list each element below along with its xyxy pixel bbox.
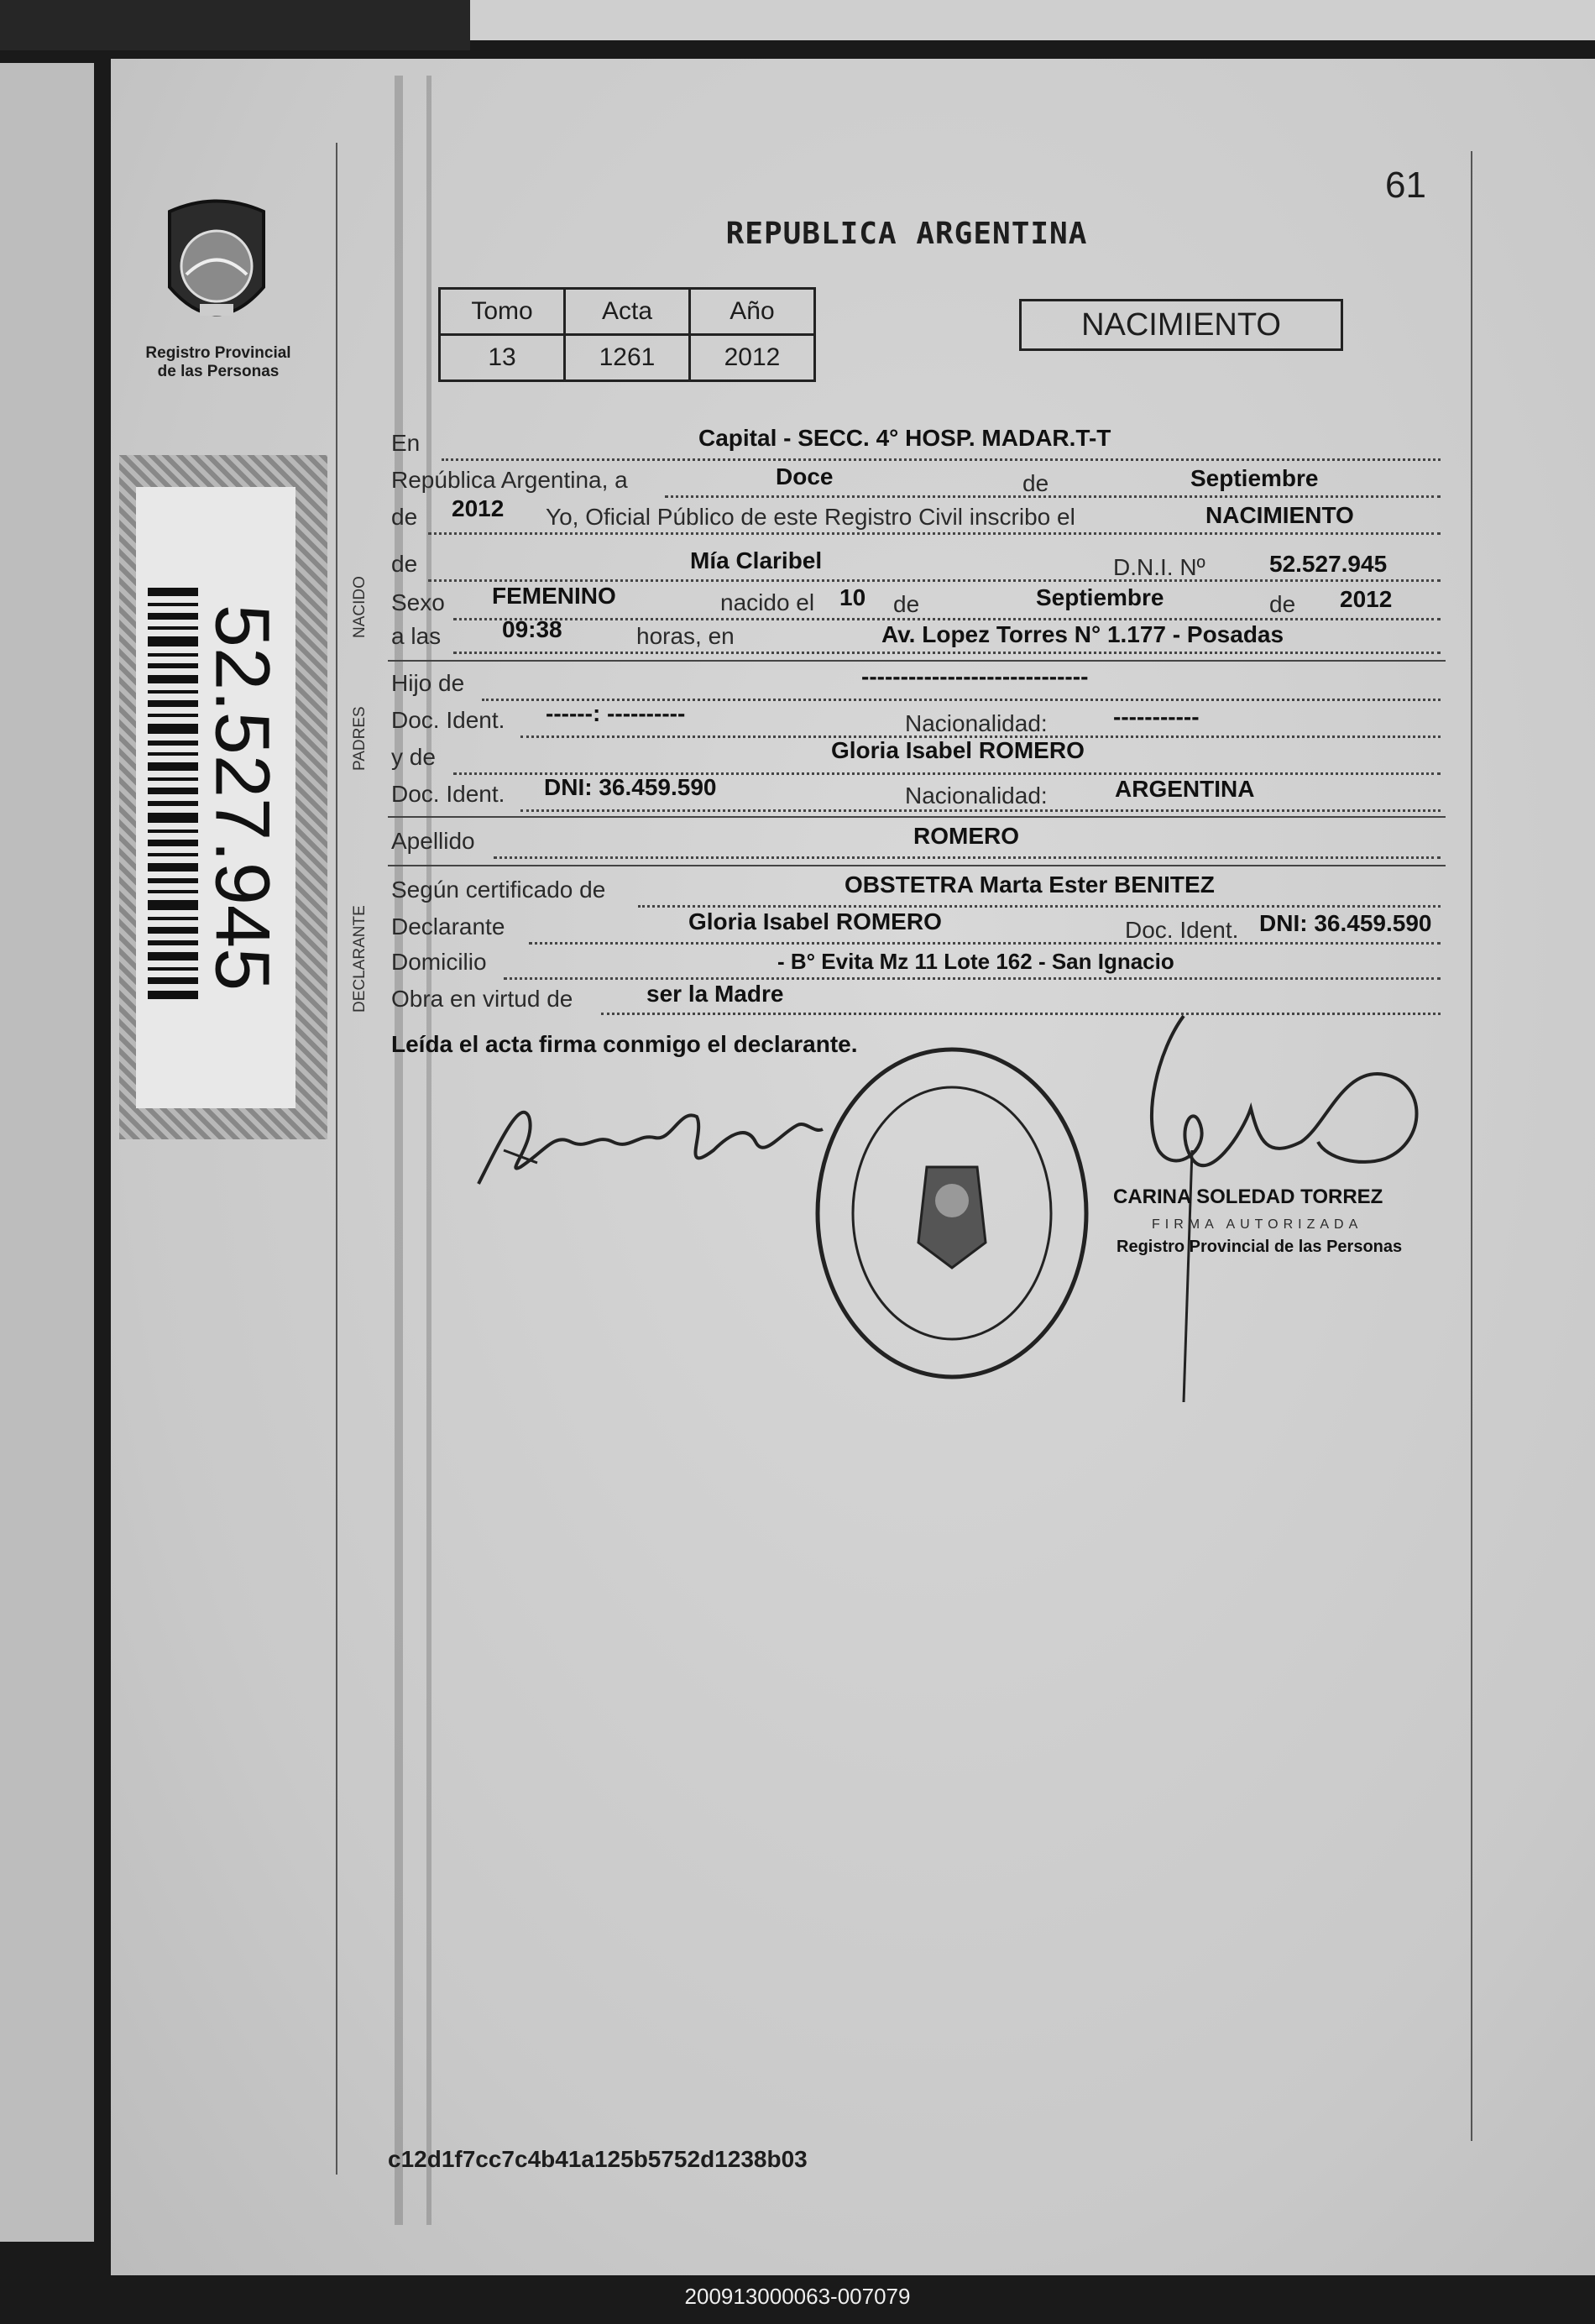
- barcode-number: [199, 546, 285, 1049]
- section-rule: [388, 865, 1446, 866]
- horas-label: horas, en: [636, 623, 735, 649]
- official-signature: [1108, 1016, 1444, 1411]
- section-rule: [388, 660, 1446, 662]
- oficial-text: Yo, Oficial Público de este Registro Civil inscribo el: [546, 504, 1075, 530]
- official-office-stamp: Registro Provincial de las Personas: [1116, 1238, 1403, 1256]
- dotted-line: [428, 579, 1441, 582]
- child-dni-value: 52.527.945: [1269, 551, 1388, 577]
- de-label: de: [1022, 470, 1049, 496]
- birth-place-value: Av. Lopez Torres N° 1.177 - Posadas: [881, 621, 1284, 647]
- republica-label: República Argentina, a: [391, 467, 628, 493]
- sexo-label: Sexo: [391, 589, 445, 615]
- certifier-value: OBSTETRA Marta Ester BENITEZ: [845, 872, 1215, 898]
- right-margin-line: [1471, 151, 1472, 2141]
- register-value-anio: 2012: [690, 335, 815, 381]
- act-value: NACIMIENTO: [1205, 502, 1354, 528]
- mother-name-value: Gloria Isabel ROMERO: [831, 737, 1085, 763]
- birth-month-value: Septiembre: [1036, 584, 1164, 610]
- page-number: 61: [1385, 165, 1426, 206]
- image-code: 200913000063-007079: [684, 2284, 911, 2309]
- nacido-label: nacido el: [720, 589, 815, 615]
- dotted-line: [453, 618, 1441, 620]
- dotted-line: [665, 495, 1441, 498]
- birth-time-value: 09:38: [502, 616, 562, 642]
- side-label-padres: PADRES: [351, 706, 369, 771]
- father-nationality-value: -----------: [1113, 704, 1200, 730]
- official-name-stamp: CARINA SOLEDAD TORREZ: [1113, 1186, 1383, 1208]
- dotted-line: [520, 809, 1441, 812]
- declarante-label: Declarante: [391, 913, 505, 940]
- doc-ident-label: Doc. Ident.: [391, 781, 505, 807]
- declarant-doc-value: DNI: 36.459.590: [1259, 910, 1432, 936]
- margin-line: [336, 143, 337, 2175]
- en-label: En: [391, 430, 421, 456]
- left-book-page: [0, 63, 94, 2242]
- place-value: Capital - SECC. 4° HOSP. MADAR.T-T: [698, 425, 1111, 451]
- dotted-line: [504, 977, 1441, 980]
- birth-day-value: 10: [839, 584, 866, 610]
- scan-background: [0, 0, 470, 50]
- barcode-number-text: 52.527.945: [199, 604, 285, 992]
- scan-streak: [395, 76, 403, 2225]
- doc-ident-label: Doc. Ident.: [391, 707, 505, 733]
- register-value-acta: 1261: [565, 335, 690, 381]
- dotted-line: [638, 905, 1441, 908]
- dotted-line: [601, 1013, 1441, 1015]
- dotted-line: [453, 652, 1441, 654]
- document-title: REPUBLICA ARGENTINA: [725, 217, 1088, 251]
- mother-doc-value: DNI: 36.459.590: [544, 774, 717, 800]
- dni-label: D.N.I. Nº: [1113, 554, 1205, 580]
- capacity-value: ser la Madre: [646, 981, 784, 1007]
- province-emblem-icon: [153, 195, 280, 338]
- barcode-icon: [148, 588, 198, 999]
- nacionalidad-label: Nacionalidad:: [905, 783, 1048, 809]
- address-value: - B° Evita Mz 11 Lote 162 - San Ignacio: [777, 949, 1174, 974]
- side-label-nacido: NACIDO: [351, 576, 369, 638]
- dotted-line: [442, 458, 1441, 461]
- de-label: de: [893, 591, 920, 617]
- certificado-label: Según certificado de: [391, 877, 606, 903]
- father-name-value: -----------------------------: [861, 663, 1089, 689]
- hijo-de-label: Hijo de: [391, 670, 465, 696]
- declarant-signature: [470, 1083, 831, 1201]
- apellido-label: Apellido: [391, 828, 475, 854]
- surname-value: ROMERO: [913, 823, 1019, 849]
- de-label: de: [1269, 591, 1296, 617]
- father-doc-value: ------: ----------: [546, 700, 686, 726]
- y-de-label: y de: [391, 744, 436, 770]
- obra-label: Obra en virtud de: [391, 986, 573, 1012]
- domicilio-label: Domicilio: [391, 949, 487, 975]
- section-rule: [388, 816, 1446, 818]
- register-table: [438, 287, 816, 382]
- birth-year-value: 2012: [1340, 586, 1393, 612]
- side-label-declarante: DECLARANTE: [351, 905, 369, 1013]
- act-type-box: NACIMIENTO: [1019, 299, 1343, 351]
- de-label: de: [391, 551, 418, 577]
- month-value: Septiembre: [1190, 465, 1319, 491]
- declarant-name-value: Gloria Isabel ROMERO: [688, 908, 942, 934]
- nacionalidad-label: Nacionalidad:: [905, 710, 1048, 736]
- sex-value: FEMENINO: [492, 583, 616, 609]
- a-las-label: a las: [391, 623, 442, 649]
- child-name-value: Mía Claribel: [690, 547, 823, 573]
- register-header-tomo: Tomo: [440, 289, 565, 335]
- mother-nationality-value: ARGENTINA: [1115, 776, 1255, 802]
- dotted-line: [428, 532, 1441, 535]
- register-header-acta: Acta: [565, 289, 690, 335]
- official-role-stamp: FIRMA AUTORIZADA: [1152, 1217, 1363, 1232]
- scan-streak: [426, 76, 431, 2225]
- logo-caption: Registro Provincial de las Personas: [145, 344, 291, 380]
- year-value: 2012: [452, 495, 505, 521]
- dotted-line: [529, 942, 1441, 945]
- closing-statement: Leída el acta firma conmigo el declarante.: [391, 1031, 858, 1057]
- dotted-line: [494, 856, 1441, 859]
- register-value-tomo: 13: [440, 335, 565, 381]
- next-page-edge: [470, 0, 1595, 40]
- day-value: Doce: [776, 463, 834, 489]
- doc-ident-label: Doc. Ident.: [1125, 917, 1239, 943]
- document-hash: c12d1f7cc7c4b41a125b5752d1238b03: [388, 2146, 808, 2172]
- register-header-anio: Año: [690, 289, 815, 335]
- official-seal-icon: [809, 1041, 1095, 1385]
- de-label: de: [391, 504, 418, 530]
